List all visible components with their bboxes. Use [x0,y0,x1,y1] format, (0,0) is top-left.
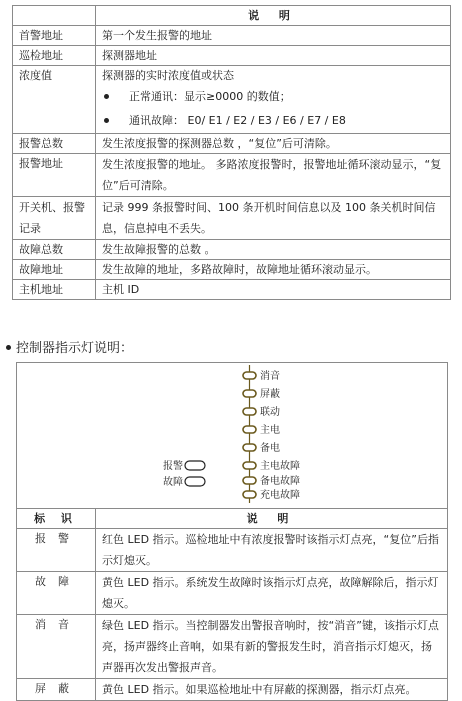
led-label: 报警 [163,461,183,472]
led-label: 主电故障 [260,461,300,472]
header-desc: 说 明 [96,509,448,529]
row-desc: 发生浓度报警的地址。 多路浓度报警时，报警地址循环滚动显示，“复位”后可清除。 [96,154,451,197]
left-led-column [163,459,205,488]
row-desc: 探测器的实时浓度值或状态 [102,69,234,82]
led-lamp-icon [243,426,256,433]
led-lamp-icon [243,390,256,397]
bullet-dot [104,118,109,123]
led-beidian-indicator [243,433,280,454]
section-heading [6,340,133,358]
row-label: 故障总数 [13,240,96,260]
table-row [13,154,451,197]
led-lamp-icon [243,444,256,451]
led-baojing-indicator [163,459,205,472]
led-label: 备电故障 [260,476,300,487]
table-row [13,26,451,46]
row-desc: 第一个发生报警的地址 [96,26,451,46]
field-description-table [12,5,451,300]
led-xiaoyin-indicator [243,365,280,382]
table-row [17,679,448,701]
row-desc: 黄色 LED 指示。如果巡检地址中有屏蔽的探测器，指示灯点亮。 [96,679,448,701]
row-label: 屏蔽 [17,679,96,701]
bullet-dot [104,94,109,99]
row-desc: 记录 999 条报警时间、100 条开机时间信息以及 100 条关机时间信息，信息掉电不丢失。 [96,197,451,240]
indicator-description-table [16,508,448,701]
led-lamp-icon [243,372,256,379]
row-label: 主机地址 [13,280,96,300]
section-heading-text: 控制器指示灯说明： [16,341,134,356]
header-desc: 说 明 [96,6,451,26]
led-label: 消音 [260,371,280,382]
led-lamp-icon [243,477,256,484]
table-row [17,572,448,615]
led-liandong-indicator [243,397,280,418]
table-row [13,260,451,280]
bullet-dot [6,345,11,350]
led-label: 主电 [260,425,280,436]
table-row [13,46,451,66]
row-label: 故障 [17,572,96,615]
row-desc: 黄色 LED 指示。系统发生故障时该指示灯点亮，故障解除后，指示灯熄灭。 [96,572,448,615]
row-label: 首警地址 [13,26,96,46]
table-header-row [17,509,448,529]
row-desc-cell [96,66,451,134]
row-desc: 发生浓度报警的探测器总数 ，“复位”后可清除。 [96,134,451,154]
row-desc: 探测器地址 [96,46,451,66]
led-label: 充电故障 [260,490,300,501]
row-label: 报警地址 [13,154,96,197]
indicator-panel-diagram [16,362,448,508]
row-label: 开关机、报警记录 [13,197,96,240]
led-pingbi-indicator [243,379,280,400]
table-row [13,66,451,134]
row-label: 浓度值 [13,66,96,134]
led-label: 备电 [260,443,280,454]
led-panel-svg [17,363,447,508]
led-guzhang-indicator [163,475,205,488]
header-blank-cell [13,6,96,26]
led-lamp-icon [185,461,205,470]
table-row [13,280,451,300]
led-lamp-icon [243,408,256,415]
row-label: 故障地址 [13,260,96,280]
row-label: 报警 [17,529,96,572]
led-zhudian-indicator [243,415,280,436]
bullet-item [102,109,444,133]
led-lamp-icon [243,462,256,469]
table-row [17,529,448,572]
row-label: 消音 [17,615,96,679]
led-zhudian-guzhang-indicator [243,451,300,472]
row-label: 巡检地址 [13,46,96,66]
bullet-item [102,85,444,109]
table-row [13,134,451,154]
table-row [13,240,451,260]
led-label: 故障 [163,477,183,488]
row-desc: 红色 LED 指示。巡检地址中有浓度报警时该指示灯点亮，“复位”后指示灯熄灭。 [96,529,448,572]
row-label: 报警总数 [13,134,96,154]
led-label: 联动 [260,407,280,418]
header-label: 标 识 [17,509,96,529]
row-desc: 主机 ID [96,280,451,300]
right-led-column [243,365,300,503]
table-row [17,615,448,679]
led-label: 屏蔽 [260,389,280,400]
bullet-text: 正常通讯：显示≥0000 的数值； [129,90,291,103]
row-desc: 发生故障的地址，多路故障时，故障地址循环滚动显示。 [96,260,451,280]
led-lamp-icon [185,477,205,486]
bullet-text: 通讯故障： E0/ E1 / E2 / E3 / E6 / E7 / E8 [129,114,346,127]
led-lamp-icon [243,491,256,498]
row-desc: 绿色 LED 指示。当控制器发出警报音响时，按“消音”键，该指示灯点亮，扬声器终止音响，如果有新的警报发生时，消音指示灯熄灭，扬声器再次发出警报声音。 [96,615,448,679]
table-row [13,197,451,240]
table-header-row [13,6,451,26]
row-desc: 发生故障报警的总数 。 [96,240,451,260]
